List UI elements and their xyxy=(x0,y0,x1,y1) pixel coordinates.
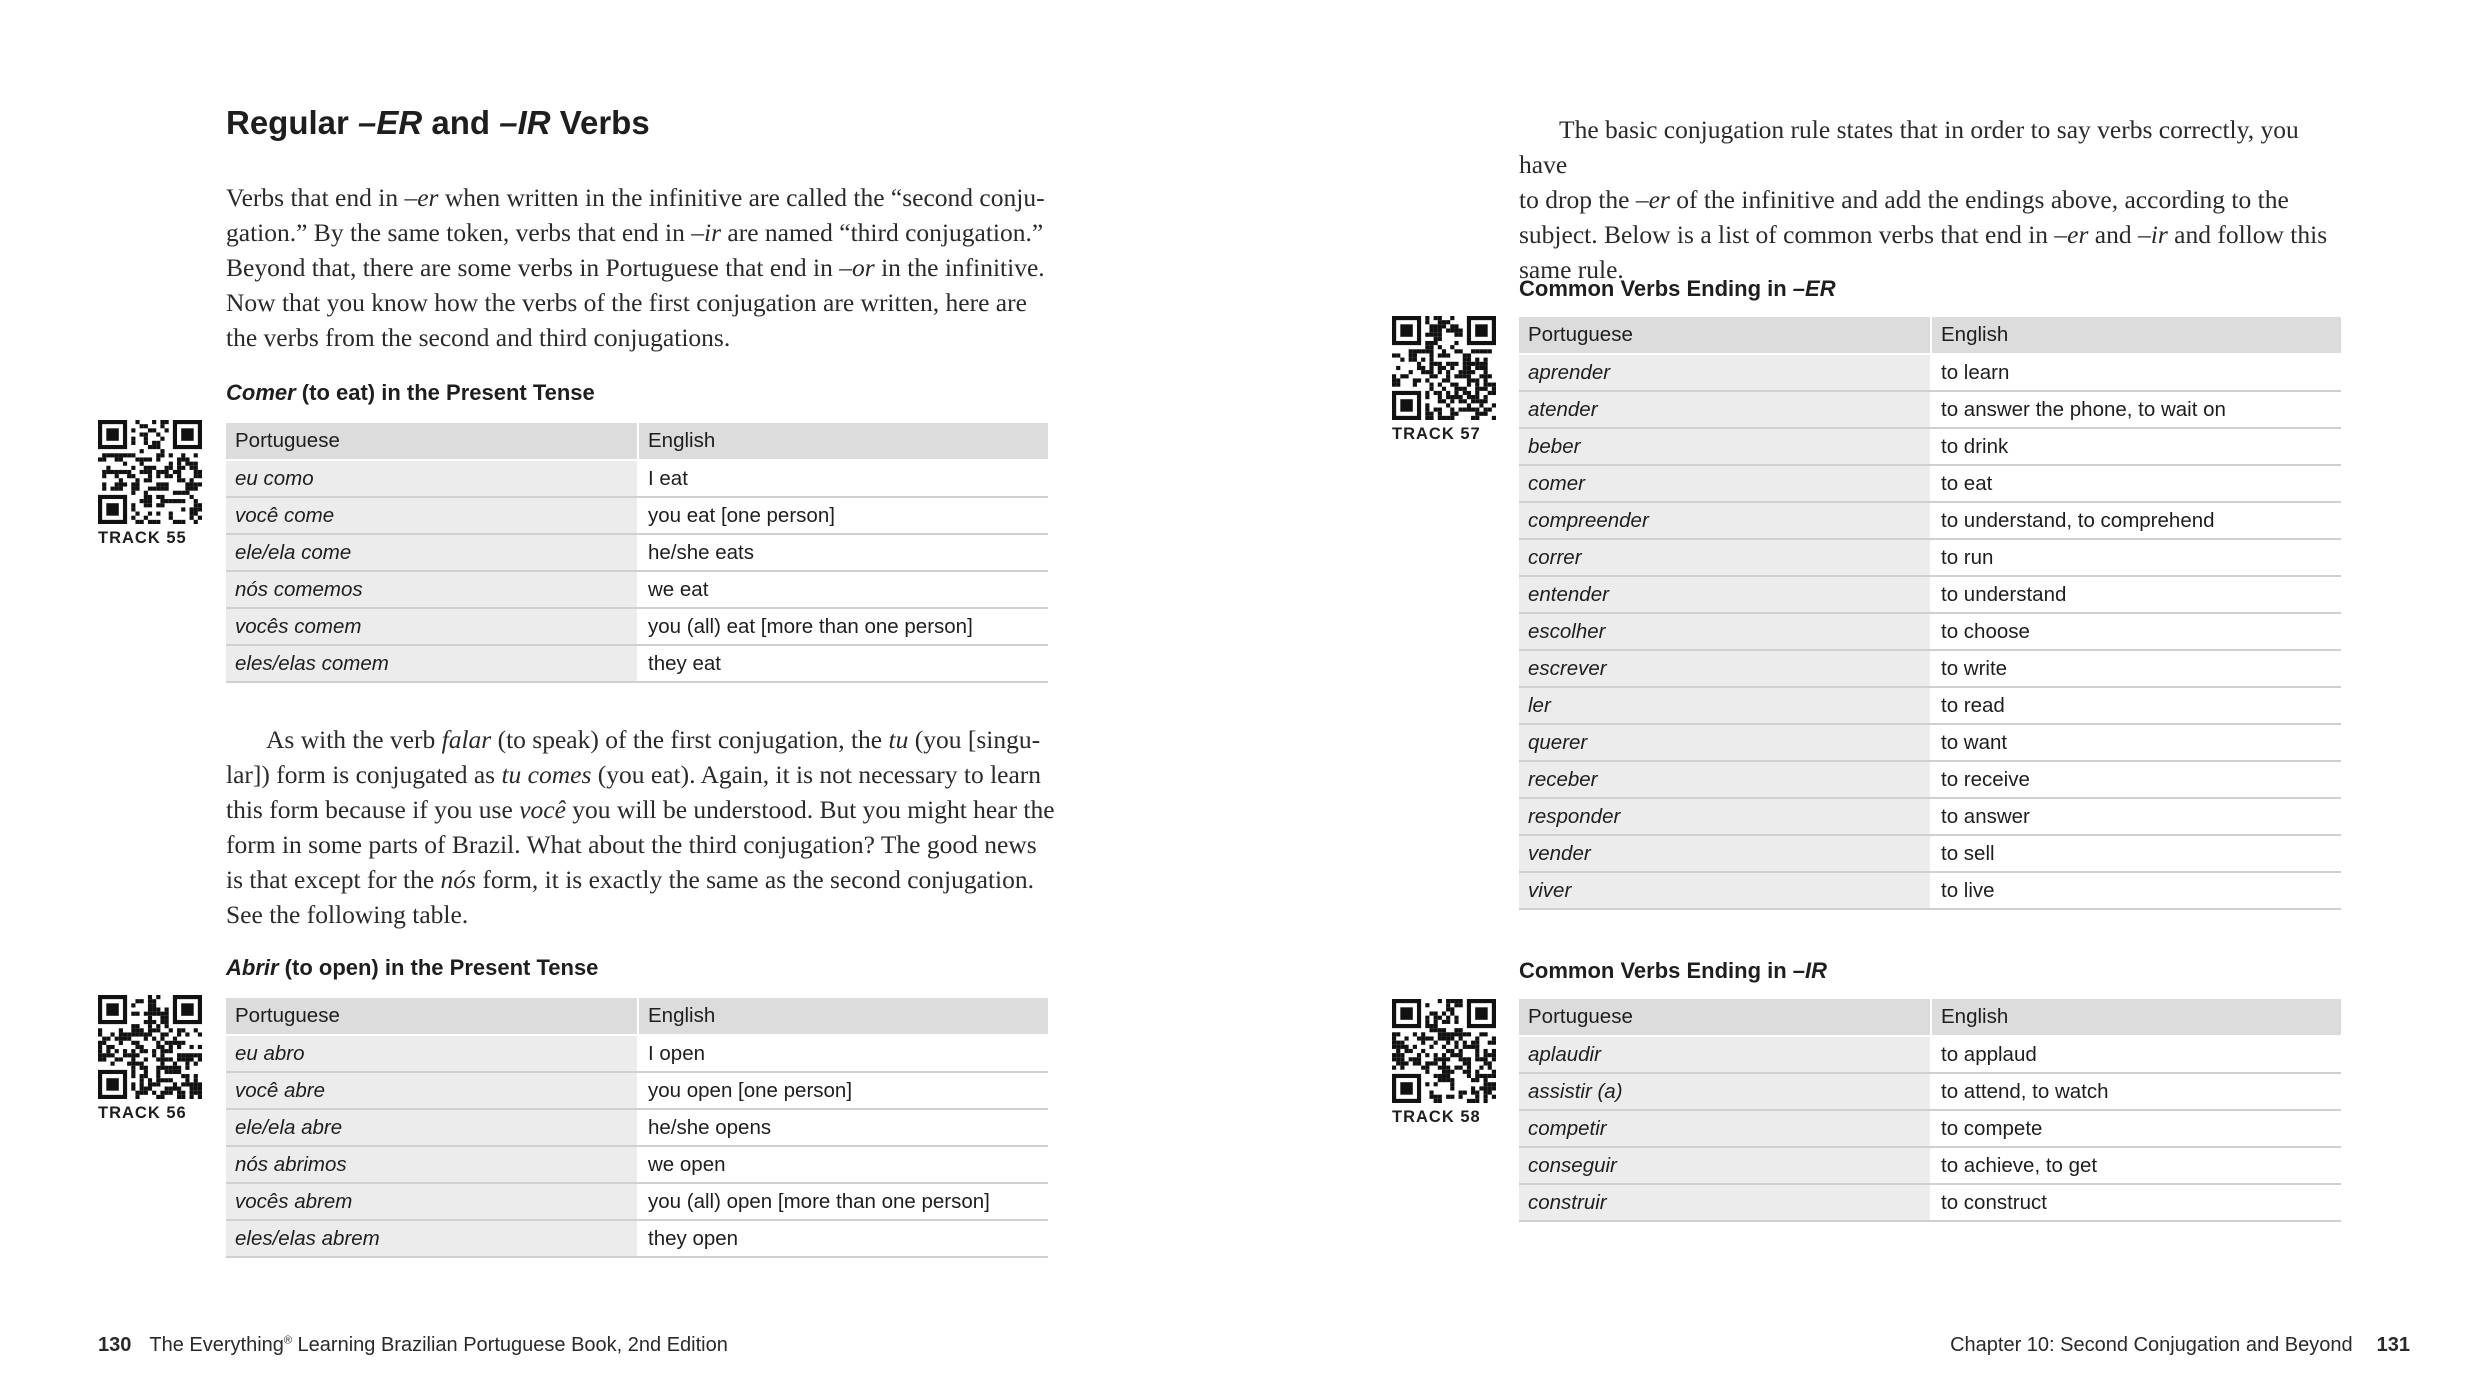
table-row xyxy=(226,645,1048,682)
table-title-verb: Comer xyxy=(226,380,296,405)
table-row xyxy=(1519,835,2341,872)
table-row xyxy=(226,460,1048,497)
table-row xyxy=(226,1035,1048,1072)
table-row xyxy=(226,1183,1048,1220)
english-cell: to answer the phone, to wait on xyxy=(1931,391,2341,428)
portuguese-cell: viver xyxy=(1519,872,1931,909)
page-number: 130 xyxy=(98,1334,132,1356)
intro-line: Now that you know how the verbs of the first conjugation are written, here are xyxy=(226,288,1027,317)
header-portuguese: Portuguese xyxy=(226,998,638,1035)
intro-line: Beyond that, there are some verbs in Portuguese that end in –or in the infinitive. xyxy=(226,253,1045,282)
portuguese-cell: ler xyxy=(1519,687,1931,724)
english-cell: you open [one person] xyxy=(638,1072,1048,1109)
track-label: TRACK 58 xyxy=(1392,1108,1481,1126)
english-cell: to drink xyxy=(1931,428,2341,465)
portuguese-cell: compreender xyxy=(1519,502,1931,539)
table-comer xyxy=(226,423,1048,683)
table-row xyxy=(226,1072,1048,1109)
table-row xyxy=(1519,576,2341,613)
qr-code-icon xyxy=(98,420,202,524)
page-number: 131 xyxy=(2376,1334,2410,1356)
table-row xyxy=(1519,1073,2341,1110)
portuguese-cell: eles/elas abrem xyxy=(226,1220,638,1257)
english-cell: to attend, to watch xyxy=(1931,1073,2341,1110)
english-cell: to applaud xyxy=(1931,1036,2341,1073)
english-cell: to live xyxy=(1931,872,2341,909)
english-cell: to write xyxy=(1931,650,2341,687)
portuguese-cell: escrever xyxy=(1519,650,1931,687)
registered-mark: ® xyxy=(283,1334,292,1347)
right-intro-line: to drop the –er of the infinitive and add the endings above, according to the xyxy=(1519,185,2289,214)
table-row xyxy=(1519,502,2341,539)
table-row xyxy=(1519,465,2341,502)
right-intro-paragraph xyxy=(1519,112,2349,287)
table-title-ir xyxy=(1519,958,1827,984)
portuguese-cell: escolher xyxy=(1519,613,1931,650)
right-intro-line: subject. Below is a list of common verbs that end in –er and –ir and follow this xyxy=(1519,220,2328,249)
portuguese-cell: ele/ela abre xyxy=(226,1109,638,1146)
table-row xyxy=(226,534,1048,571)
heading-er: –ER xyxy=(358,104,423,141)
track-label: TRACK 55 xyxy=(98,529,187,547)
table-row xyxy=(1519,724,2341,761)
header-portuguese: Portuguese xyxy=(226,423,638,460)
intro-paragraph xyxy=(226,180,1056,355)
table-row xyxy=(1519,391,2341,428)
english-cell: we open xyxy=(638,1146,1048,1183)
english-cell: we eat xyxy=(638,571,1048,608)
portuguese-cell: querer xyxy=(1519,724,1931,761)
middle-line: lar]) form is conjugated as tu comes (you eat). Again, it is not necessary to learn xyxy=(226,760,1042,789)
table-title-rest: (to eat) in the Present Tense xyxy=(295,380,595,405)
english-cell: you (all) eat [more than one person] xyxy=(638,608,1048,645)
portuguese-cell: você abre xyxy=(226,1072,638,1109)
portuguese-cell: nós comemos xyxy=(226,571,638,608)
portuguese-cell: competir xyxy=(1519,1110,1931,1147)
table-er-verbs xyxy=(1519,317,2341,910)
table-row xyxy=(1519,872,2341,909)
table-title-verb: Abrir xyxy=(226,955,279,980)
english-cell: they eat xyxy=(638,645,1048,682)
table-title-suffix: –IR xyxy=(1792,958,1828,983)
table-ir-verbs xyxy=(1519,999,2341,1222)
portuguese-cell: correr xyxy=(1519,539,1931,576)
table-title-suffix: –ER xyxy=(1792,276,1836,301)
table-row xyxy=(1519,1147,2341,1184)
heading-ir: –IR xyxy=(499,104,551,141)
english-cell: to understand, to comprehend xyxy=(1931,502,2341,539)
portuguese-cell: responder xyxy=(1519,798,1931,835)
header-english: English xyxy=(638,998,1048,1035)
english-cell: he/she opens xyxy=(638,1109,1048,1146)
book-title: The Everything xyxy=(149,1334,284,1356)
portuguese-cell: nós abrimos xyxy=(226,1146,638,1183)
qr-block-track-58 xyxy=(1392,999,1496,1127)
portuguese-cell: assistir (a) xyxy=(1519,1073,1931,1110)
footer-right xyxy=(1950,1334,2410,1357)
english-cell: you (all) open [more than one person] xyxy=(638,1183,1048,1220)
header-english: English xyxy=(1931,317,2341,354)
english-cell: to want xyxy=(1931,724,2341,761)
right-intro-line: The basic conjugation rule states that in order to say verbs correctly, you have xyxy=(1519,115,2299,179)
english-cell: to sell xyxy=(1931,835,2341,872)
footer-left xyxy=(98,1334,728,1357)
english-cell: to learn xyxy=(1931,354,2341,391)
table-row xyxy=(1519,1036,2341,1073)
middle-line: is that except for the nós form, it is exactly the same as the second conjugation. xyxy=(226,865,1034,894)
english-cell: I open xyxy=(638,1035,1048,1072)
page-heading xyxy=(226,104,650,142)
intro-line: Verbs that end in –er when written in the infinitive are called the “second conju- xyxy=(226,183,1045,212)
portuguese-cell: vocês comem xyxy=(226,608,638,645)
table-row xyxy=(226,1109,1048,1146)
portuguese-cell: eu como xyxy=(226,460,638,497)
table-row xyxy=(1519,354,2341,391)
english-cell: to understand xyxy=(1931,576,2341,613)
table-title-rest: (to open) in the Present Tense xyxy=(278,955,599,980)
table-row xyxy=(1519,539,2341,576)
table-row xyxy=(226,497,1048,534)
english-cell: to construct xyxy=(1931,1184,2341,1221)
intro-line: the verbs from the second and third conjugations. xyxy=(226,323,731,352)
english-cell: to receive xyxy=(1931,761,2341,798)
table-row xyxy=(1519,613,2341,650)
portuguese-cell: atender xyxy=(1519,391,1931,428)
table-title-er xyxy=(1519,276,1836,302)
english-cell: I eat xyxy=(638,460,1048,497)
table-row xyxy=(226,571,1048,608)
table-row xyxy=(226,1146,1048,1183)
portuguese-cell: eles/elas comem xyxy=(226,645,638,682)
table-row xyxy=(1519,1184,2341,1221)
english-cell: to eat xyxy=(1931,465,2341,502)
portuguese-cell: construir xyxy=(1519,1184,1931,1221)
middle-line: See the following table. xyxy=(226,900,469,929)
table-abrir xyxy=(226,998,1048,1258)
header-english: English xyxy=(1931,999,2341,1036)
table-row xyxy=(1519,687,2341,724)
header-portuguese: Portuguese xyxy=(1519,999,1931,1036)
heading-text: Regular xyxy=(226,104,359,141)
heading-and: and xyxy=(422,104,500,141)
track-label: TRACK 56 xyxy=(98,1104,187,1122)
english-cell: they open xyxy=(638,1220,1048,1257)
portuguese-cell: eu abro xyxy=(226,1035,638,1072)
qr-block-track-56 xyxy=(98,995,202,1123)
table-row xyxy=(1519,650,2341,687)
right-intro-line: same rule. xyxy=(1519,255,1624,284)
header-english: English xyxy=(638,423,1048,460)
english-cell: to choose xyxy=(1931,613,2341,650)
middle-line: form in some parts of Brazil. What about the third conjugation? The good news xyxy=(226,830,1037,859)
header-portuguese: Portuguese xyxy=(1519,317,1931,354)
table-row xyxy=(1519,761,2341,798)
book-title-rest: Learning Brazilian Portuguese Book, 2nd Edition xyxy=(292,1334,728,1356)
qr-block-track-57 xyxy=(1392,316,1496,444)
middle-paragraph xyxy=(226,722,1056,932)
qr-code-icon xyxy=(1392,999,1496,1103)
portuguese-cell: beber xyxy=(1519,428,1931,465)
portuguese-cell: conseguir xyxy=(1519,1147,1931,1184)
track-label: TRACK 57 xyxy=(1392,425,1481,443)
table-row xyxy=(1519,798,2341,835)
portuguese-cell: aplaudir xyxy=(1519,1036,1931,1073)
table-row xyxy=(1519,428,2341,465)
qr-block-track-55 xyxy=(98,420,202,548)
intro-line: gation.” By the same token, verbs that end in –ir are named “third conjugation.” xyxy=(226,218,1044,247)
qr-code-icon xyxy=(98,995,202,1099)
table-title-comer xyxy=(226,380,595,406)
heading-suffix: Verbs xyxy=(550,104,650,141)
table-row xyxy=(1519,1110,2341,1147)
table-title-abrir xyxy=(226,955,598,981)
english-cell: to achieve, to get xyxy=(1931,1147,2341,1184)
portuguese-cell: vocês abrem xyxy=(226,1183,638,1220)
portuguese-cell: aprender xyxy=(1519,354,1931,391)
english-cell: to answer xyxy=(1931,798,2341,835)
middle-line: As with the verb falar (to speak) of the first conjugation, the tu (you [singu- xyxy=(266,725,1041,754)
english-cell: to run xyxy=(1931,539,2341,576)
table-row xyxy=(226,1220,1048,1257)
middle-line: this form because if you use você you will be understood. But you might hear the xyxy=(226,795,1055,824)
portuguese-cell: você come xyxy=(226,497,638,534)
english-cell: to compete xyxy=(1931,1110,2341,1147)
english-cell: he/she eats xyxy=(638,534,1048,571)
portuguese-cell: comer xyxy=(1519,465,1931,502)
chapter-title: Chapter 10: Second Conjugation and Beyond xyxy=(1950,1334,2353,1356)
portuguese-cell: vender xyxy=(1519,835,1931,872)
portuguese-cell: entender xyxy=(1519,576,1931,613)
table-row xyxy=(226,608,1048,645)
table-title-text: Common Verbs Ending in xyxy=(1519,276,1793,301)
english-cell: to read xyxy=(1931,687,2341,724)
portuguese-cell: ele/ela come xyxy=(226,534,638,571)
english-cell: you eat [one person] xyxy=(638,497,1048,534)
portuguese-cell: receber xyxy=(1519,761,1931,798)
qr-code-icon xyxy=(1392,316,1496,420)
table-title-text: Common Verbs Ending in xyxy=(1519,958,1793,983)
